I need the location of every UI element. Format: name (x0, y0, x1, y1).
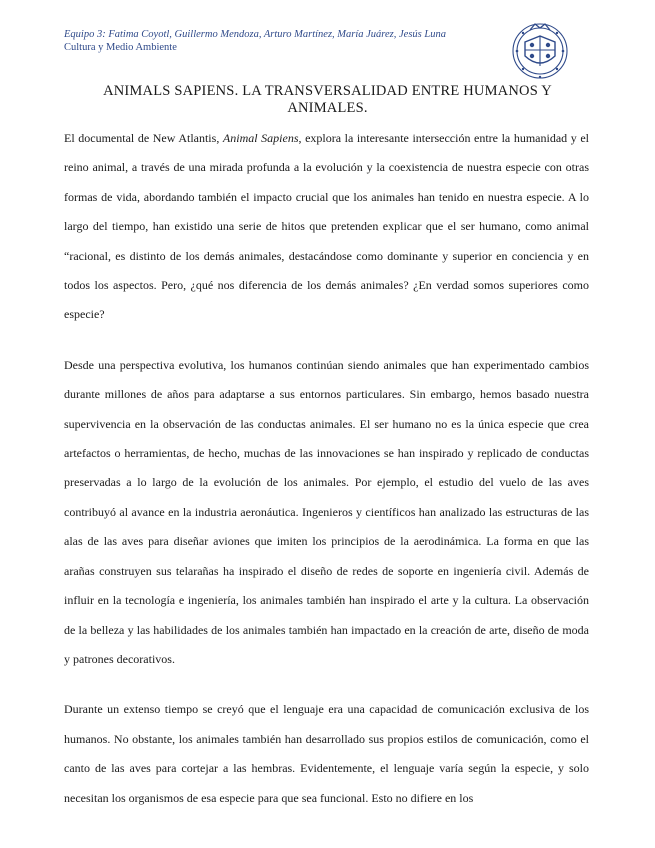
university-seal-icon (511, 20, 569, 80)
documentary-title: Animal Sapiens (222, 131, 299, 145)
paragraph-1 (64, 124, 589, 330)
header-authors: Equipo 3: Fatima Coyotl, Guillermo Mendoza, Arturo Martínez, María Juárez, Jesús Luna (64, 29, 446, 40)
paragraph-2: Desde una perspectiva evolutiva, los humanos continúan siendo animales que han experimentado cambios durante millones de años para adaptarse a sus entornos particulares. Sin embargo, hemos basado nuestra supervivencia en la observación de las conductas animales. El ser humano no es la única especie que crea artefactos o herramientas, de hecho, muchas de las innovaciones se han inspirado y replicado de conductas preservadas a lo largo de la evolución de los animales. Por ejemplo, el estudio del vuelo de las aves contribuyó al avance en la industria aeronáutica. Ingenieros y científicos han analizado las estructuras de las alas de las aves para diseñar aviones que imiten los principios de la aerodinámica. La forma en que las arañas construyen sus telarañas ha inspirado el diseño de redes de soporte en ingeniería civil. Además de influir en la tecnología e ingeniería, los animales también han inspirado el arte y la cultura. La observación de la belleza y las habilidades de los animales también han impactado en la creación de arte, diseño de moda y patrones decorativos. (64, 357, 589, 666)
paragraph-3: Durante un extenso tiempo se creyó que el lenguaje era una capacidad de comunicación exclusiva de los humanos. No obstante, los animales también han desarrollado sus propios estilos de comunicación, como el canto de las aves para cortejar a las hembras. Evidentemente, el lenguaje varía según la especie, y solo necesitan los organismos de esa especie para que sea funcional. Esto no difiere en los (64, 702, 589, 805)
paragraph-1-lead: El documental de New Atlantis, (64, 131, 223, 145)
document-body (64, 124, 589, 834)
header-course: Cultura y Medio Ambiente (64, 42, 177, 53)
paragraph-1-rest: , explora la interesante intersección entre la humanidad y el reino animal, a través de una mirada profunda a la evolución y la coexistencia de nuestra especie con otras formas de vida, abordando también el impacto crucial que los animales han tenido en nuestra especie. A lo largo del tiempo, han existido una serie de hitos que pretenden explicar que el ser humano, como animal “racional, es distinto de los demás animales, destacándose como dominante y superior en conciencia y en todos los aspectos. Pero, ¿qué nos diferencia de los demás animales? ¿En verdad somos superiores como especie? (64, 131, 589, 322)
page-title: ANIMALS SAPIENS. LA TRANSVERSALIDAD ENTRE HUMANOS Y ANIMALES. (103, 83, 552, 116)
page-header (64, 28, 504, 54)
